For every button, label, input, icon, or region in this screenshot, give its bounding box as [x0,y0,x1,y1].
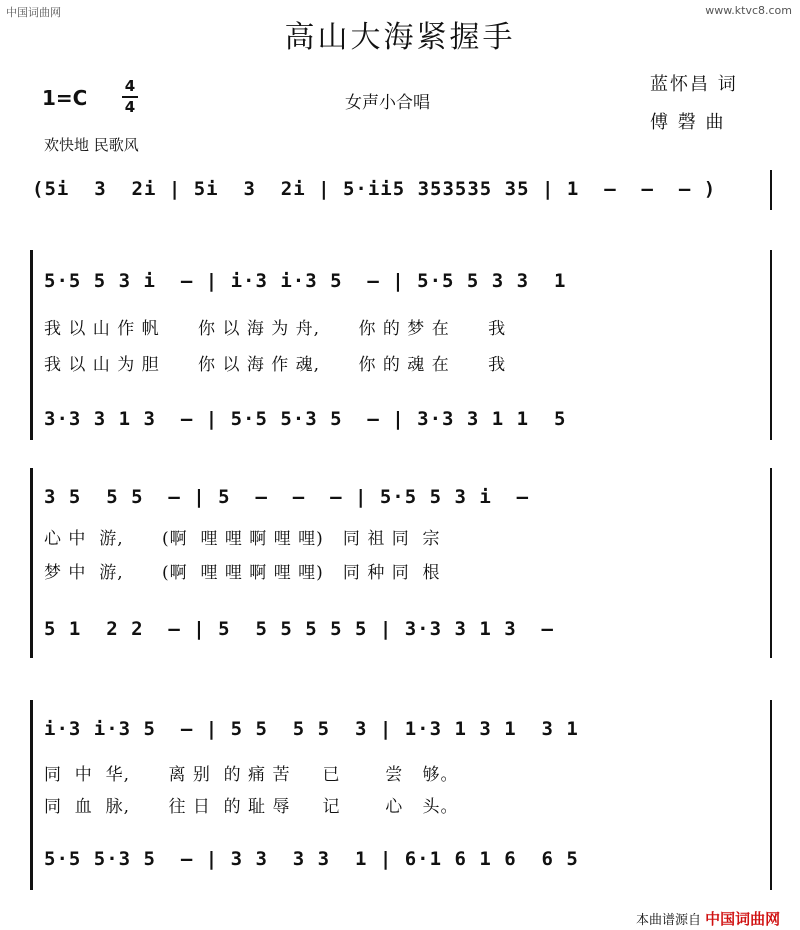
footer-label: 本曲谱源自 [636,913,702,928]
tempo-marking: 欢快地 民歌风 [44,136,139,154]
system-1-verse-2: 我 以 山 为 胆 你 以 海 作 魂, 你 的 魂 在 我 [44,355,507,375]
system-1-lower-notes: 3·3 3 1 3 – | 5·5 5·3 5 – | 3·3 3 1 1 5 [44,408,567,430]
composer-credit: 傅 磬 曲 [650,112,726,133]
subtitle: 女声小合唱 [345,93,430,113]
time-signature-bottom: 4 [124,98,136,116]
watermark-left: 中国词曲网 [6,6,61,19]
system-3-end-barline [770,700,772,890]
system-1-verse-1: 我 以 山 作 帆 你 以 海 为 舟, 你 的 梦 在 我 [44,319,507,339]
system-1-bracket [30,250,37,440]
system-3-verse-2: 同 血 脉, 往 日 的 耻 辱 记 心 头。 [44,797,459,817]
system-2-end-barline [770,468,772,658]
footer-site: 中国词曲网 [705,910,781,928]
system-3-bracket [30,700,37,890]
time-signature [122,78,138,116]
key-signature: 1=C [42,86,88,110]
system-2-upper-notes: 3 5 5 5 – | 5 – – – | 5·5 5 3 i – [44,486,530,508]
system-2-bracket [30,468,37,658]
intro-end-barline [770,170,772,210]
system-2-verse-2: 梦 中 游, (啊 哩 哩 啊 哩 哩) 同 种 同 根 [44,563,441,583]
system-2-verse-1: 心 中 游, (啊 哩 哩 啊 哩 哩) 同 祖 同 宗 [44,529,441,549]
song-title: 高山大海紧握手 [284,20,516,55]
intro-notes: (5i 3 2i | 5i 3 2i | 5·ii5 353535 35 | 1 – – – ) [32,178,717,200]
system-3-upper-notes: i·3 i·3 5 – | 5 5 5 5 3 | 1·3 1 3 1 3 1 [44,718,579,740]
system-3-lower-notes: 5·5 5·3 5 – | 3 3 3 3 1 | 6·1 6 1 6 6 5 [44,848,579,870]
footer-source [636,908,780,929]
system-2-lower-notes: 5 1 2 2 – | 5 5 5 5 5 5 | 3·3 3 1 3 – [44,618,554,640]
system-1-upper-notes: 5·5 5 3 i – | i·3 i·3 5 – | 5·5 5 3 3 1 [44,270,567,292]
system-1-end-barline [770,250,772,440]
lyricist-credit: 蓝怀昌 词 [650,74,738,95]
system-3-verse-1: 同 中 华, 离 别 的 痛 苦 已 尝 够。 [44,765,459,785]
time-signature-top: 4 [124,77,136,95]
watermark-right: www.ktvc8.com [705,4,792,17]
